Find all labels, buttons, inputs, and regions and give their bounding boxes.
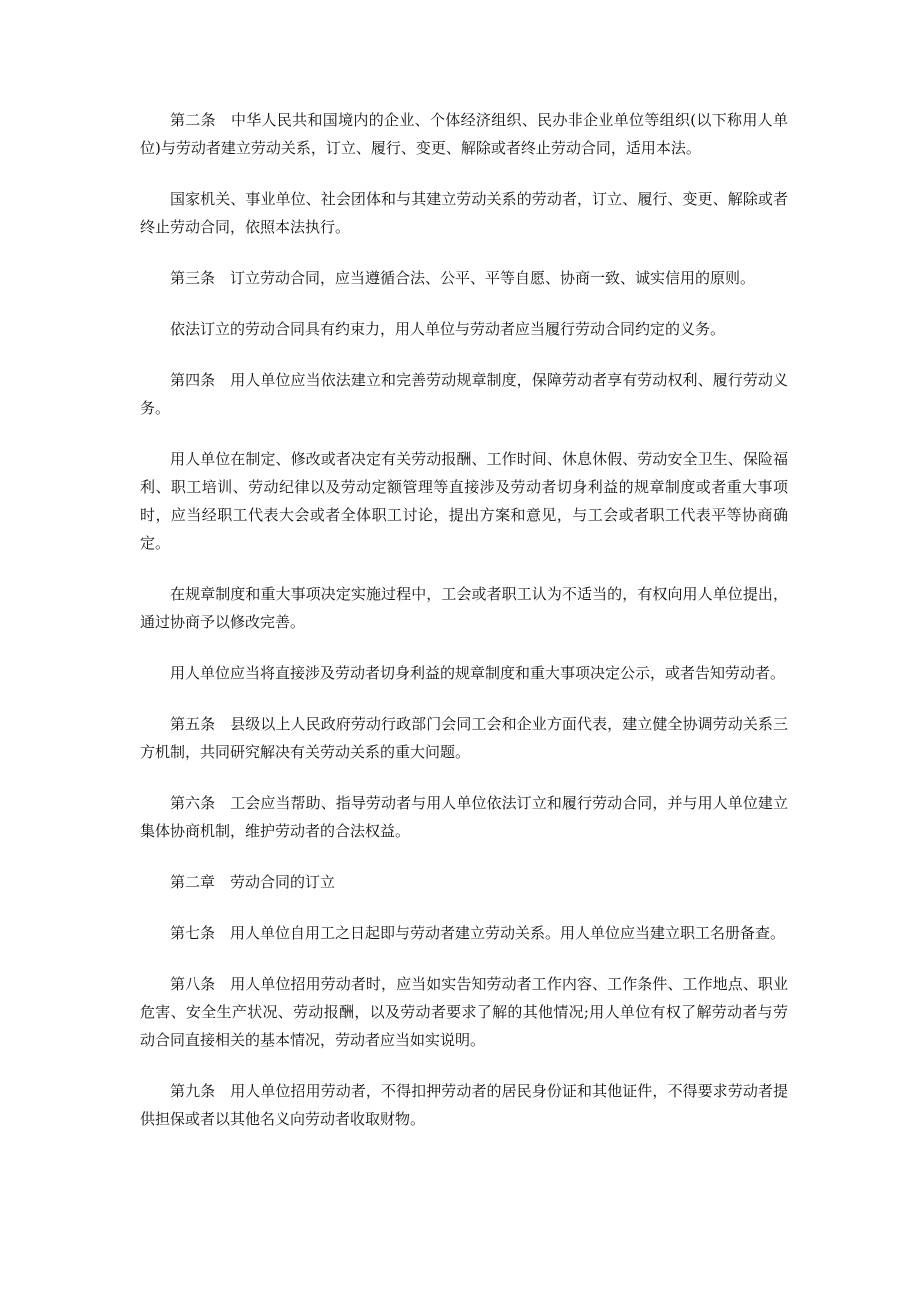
article-number: 第二条 [170,111,216,129]
paragraph-text: 在规章制度和重大事项决定实施过程中，工会或者职工认为不适当的，有权向用人单位提出，通过协商予以修改完善。 [140,585,788,631]
paragraph [140,659,788,687]
paragraph-text: 用人单位招用劳动者时，应当如实告知劳动者工作内容、工作条件、工作地点、职业危害、安全生产状况、劳动报酬，以及劳动者要求了解的其他情况;用人单位有权了解劳动者与劳动合同直接相关的基本情况，劳动者应当如实说明。 [140,975,788,1049]
article-number: 第四条 [170,371,216,389]
paragraph [140,970,788,1054]
chapter-number: 第二章 [170,873,216,891]
paragraph [140,919,788,947]
paragraph-text: 工会应当帮助、指导劳动者与用人单位依法订立和履行劳动合同，并与用人单位建立集体协商机制，维护劳动者的合法权益。 [140,794,788,840]
paragraph [140,185,788,241]
paragraph-text: 用人单位应当将直接涉及劳动者切身利益的规章制度和重大事项决定公示，或者告知劳动者。 [170,664,786,682]
paragraph [140,315,788,343]
paragraph-text: 用人单位招用劳动者，不得扣押劳动者的居民身份证和其他证件，不得要求劳动者提供担保或者以其他名义向劳动者收取财物。 [140,1082,788,1128]
chapter-title: 劳动合同的订立 [230,873,336,891]
article-number: 第八条 [170,975,216,993]
paragraph-text: 县级以上人民政府劳动行政部门会同工会和企业方面代表，建立健全协调劳动关系三方机制，共同研究解决有关劳动关系的重大问题。 [140,715,788,761]
paragraph [140,366,788,422]
chapter-heading [140,868,788,896]
paragraph [140,445,788,557]
article-number: 第七条 [170,924,216,942]
paragraph-text: 用人单位自用工之日起即与劳动者建立劳动关系。用人单位应当建立职工名册备查。 [230,924,786,942]
paragraph-text: 依法订立的劳动合同具有约束力，用人单位与劳动者应当履行劳动合同约定的义务。 [170,320,726,338]
paragraph-text: 国家机关、事业单位、社会团体和与其建立劳动关系的劳动者，订立、履行、变更、解除或者终止劳动合同，依照本法执行。 [140,190,788,236]
paragraph [140,580,788,636]
paragraph-text: 用人单位在制定、修改或者决定有关劳动报酬、工作时间、休息休假、劳动安全卫生、保险福利、职工培训、劳动纪律以及劳动定额管理等直接涉及劳动者切身利益的规章制度或者重大事项时，应当经职工代表大会或者全体职工讨论，提出方案和意见，与工会或者职工代表平等协商确定。 [140,450,788,552]
document-body [140,106,788,1156]
paragraph-text: 用人单位应当依法建立和完善劳动规章制度，保障劳动者享有劳动权利、履行劳动义务。 [140,371,788,417]
article-number: 第三条 [170,269,216,287]
article-number: 第九条 [170,1082,216,1100]
paragraph [140,106,788,162]
article-number: 第五条 [170,715,216,733]
paragraph [140,1077,788,1133]
paragraph-text: 订立劳动合同，应当遵循合法、公平、平等自愿、协商一致、诚实信用的原则。 [230,269,756,287]
paragraph [140,264,788,292]
paragraph [140,710,788,766]
paragraph-text: 中华人民共和国境内的企业、个体经济组织、民办非企业单位等组织(以下称用人单位)与劳动者建立劳动关系，订立、履行、变更、解除或者终止劳动合同，适用本法。 [140,111,788,157]
paragraph [140,789,788,845]
article-number: 第六条 [170,794,216,812]
